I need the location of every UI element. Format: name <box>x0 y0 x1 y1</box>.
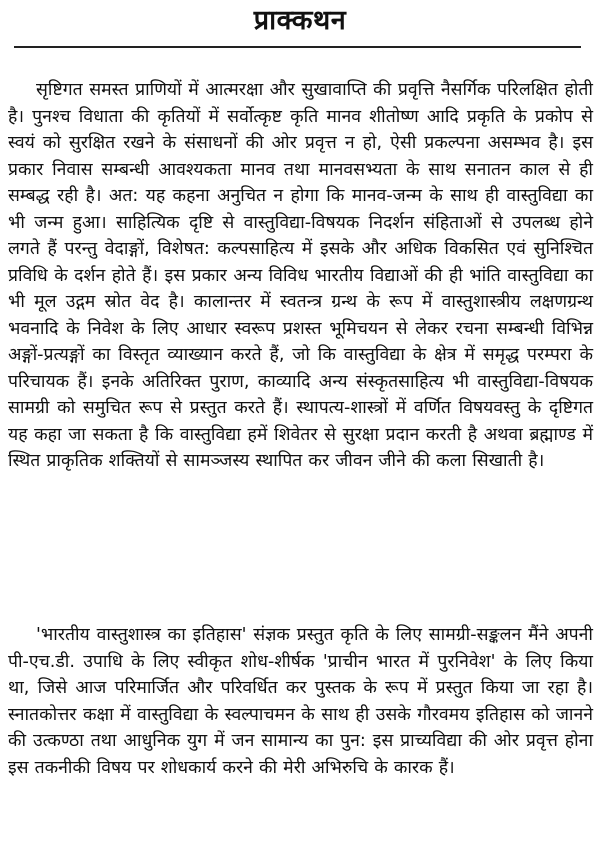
page-title: प्राक्कथन <box>253 5 347 36</box>
paragraph-1: सृष्टिगत समस्त प्राणियों में आत्मरक्षा और सुखावाप्ति की प्रवृत्ति नैसर्गिक परिलक्षित होती है। पुनश्च विधाता की कृतियों में सर्वोत्कृष्ट कृति मानव शीतोष्ण आदि प्रकृति के प्रकोप से स्वयं को सुरक्षित रखने के संसाधनों की ओर प्रवृत्त न हो, ऐसी प्रकल्पना असम्भव है। इस प्रकार निवास सम्बन्धी आवश्यकता मानव तथा मानवसभ्यता के साथ सनातन काल से ही सम्बद्ध रही है। अत: यह कहना अनुचित न होगा कि मानव-जन्म के साथ ही वास्तुविद्या का भी जन्म हुआ। साहित्यिक दृष्टि से वास्तुविद्या-विषयक निदर्शन संहिताओं से उपलब्ध होने लगते हैं परन्तु वेदाङ्गों, विशेषत: कल्पसाहित्य में इसके और अधिक विकसित एवं सुनिश्चित प्रविधि के दर्शन होते हैं। इस प्रकार अन्य विविध भारतीय विद्याओं की ही भांति वास्तुविद्या का भी मूल उद्गम स्रोत वेद है। कालान्तर में स्वतन्त्र ग्रन्थ के रूप में वास्तुशास्त्रीय लक्षणग्रन्थ भवनादि के निवेश के लिए आधार स्वरूप प्रशस्त भूमिचयन से लेकर रचना सम्बन्धी विभिन्न अङ्गों-प्रत्यङ्गों का विस्तृत व्याख्यान करते हैं, जो कि वास्तुविद्या के क्षेत्र में समृद्ध परम्परा के परिचायक हैं। इनके अतिरिक्त पुराण, काव्यादि अन्य संस्कृतसाहित्य भी वास्तुविद्या-विषयक सामग्री को समुचित रूप से प्रस्तुत करते हैं। स्थापत्य-शास्त्रों में वर्णित विषयवस्तु के दृष्टिगत यह कहा जा सकता है कि वास्तुविद्या हमें शिवेतर से सुरक्षा प्रदान करती है अथवा ब्रह्माण्ड में स्थित प्राकृतिक शक्तियों से सामञ्जस्य स्थापित कर जीवन जीने की कला सिखाती है। <box>8 80 593 471</box>
paragraph-2: 'भारतीय वास्तुशास्त्र का इतिहास' संज्ञक प्रस्तुत कृति के लिए सामग्री-सङ्कलन मैंने अपनी पी-एच.डी. उपाधि के लिए स्वीकृत शोध-शीर्षक 'प्राचीन भारत में पुरनिवेश' के लिए किया था, जिसे आज परिमार्जित और परिवर्धित कर पुस्तक के रूप में प्रस्तुत किया जा रहा है। स्नातकोत्तर कक्षा में वास्तुविद्या के स्वल्पाचमन के साथ ही उसके गौरवमय इतिहास को जानने की उत्कण्ठा तथा आधुनिक युग में जन सामान्य का पुन: इस प्राच्यविद्या की ओर प्रवृत्त होना इस तकनीकी विषय पर शोधकार्य करने की मेरी अभिरुचि के कारक हैं। <box>8 625 593 778</box>
title-underline <box>14 46 581 48</box>
